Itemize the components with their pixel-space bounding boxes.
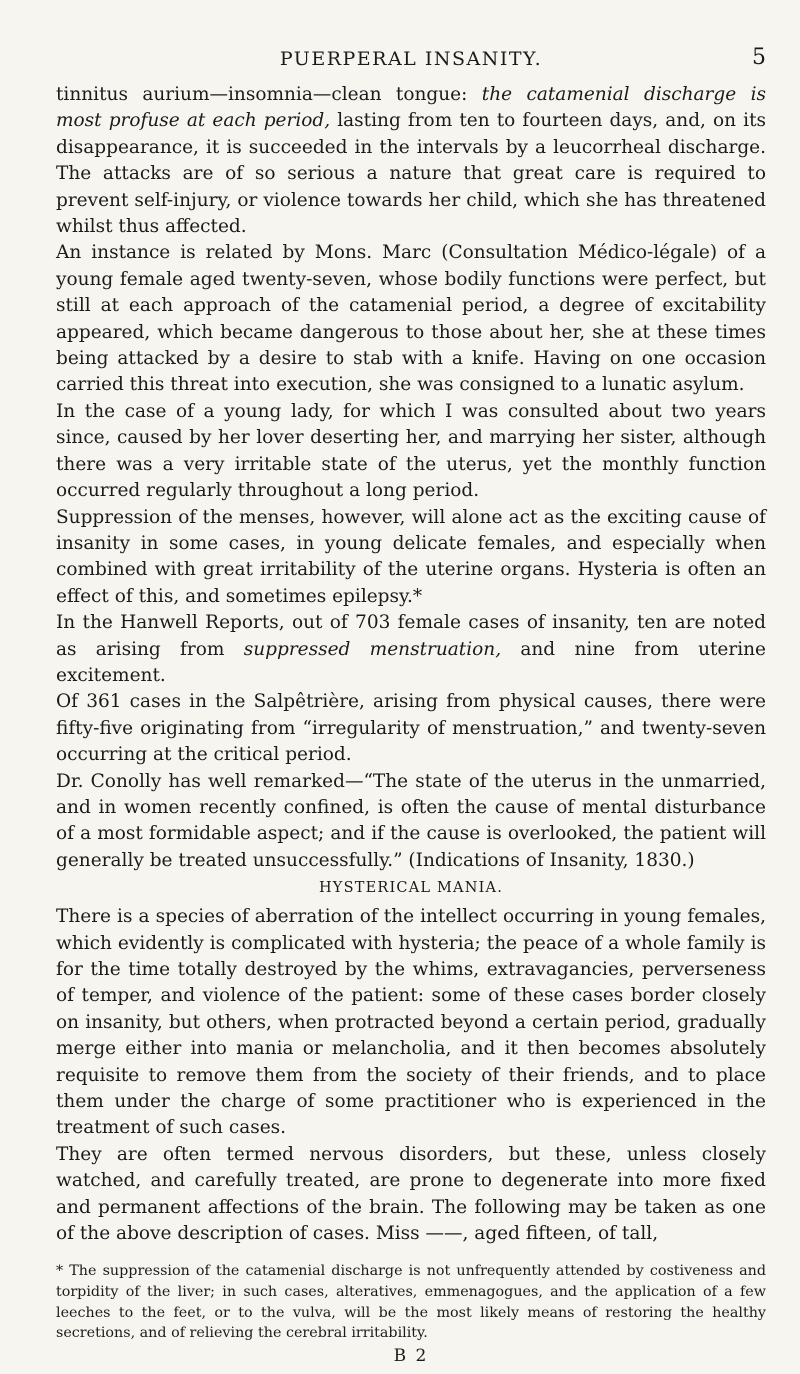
paragraph — [56, 505, 766, 611]
book-page — [56, 45, 767, 1366]
paragraph — [56, 689, 766, 768]
paragraph — [56, 1142, 766, 1248]
paragraph — [56, 769, 766, 875]
text-run: An instance is related by Mons. Marc (Consultation Médico-légale) of a young female aged twenty-seven, whose bodily functions were perfect, but still at each approach of the catamenial period, a degree of excitability appeared, which became dangerous to those about her, she at these times being attacked by a desire to stab with a knife. Having on one occasion carried this threat into execution, she was consigned to a lunatic asylum. — [56, 242, 766, 396]
section-heading: HYSTERICAL MANIA. — [318, 880, 504, 897]
text-run: Dr. Conolly has well remarked—“The state of the uterus in the unmarried, and in women recently confined, is often the cause of mental disturbance of a most formidable aspect; and if the cause is overlooked, the patient will generally be treated unsuccessfully.” (Indications of Insanity, 1830.) — [56, 770, 766, 871]
italic-text-run: suppressed menstruation, — [243, 638, 502, 660]
text-run: In the Hanwell Reports, out of 703 female cases of insanity, ten are noted as arising from — [56, 612, 766, 660]
text-run: They are often termed nervous disorders, but these, unless closely watched, and carefully treated, are prone to degenerate into more fixed and permanent affections of the brain. The following may be taken as one of the above description of cases. Miss ——, aged fifteen, of tall, — [56, 1143, 766, 1245]
text-run: Of 361 cases in the Salpêtrière, arising from physical causes, there were fifty-five originating from “irregularity of menstruation,” and twenty-seven occurring at the critical period. — [56, 691, 766, 766]
paragraph — [56, 399, 766, 505]
body-text-after-heading — [56, 904, 766, 1247]
paragraph — [56, 240, 766, 398]
paragraph — [56, 610, 766, 689]
signature-mark: B 2 — [393, 1345, 429, 1366]
running-title: PUERPERAL INSANITY. — [279, 48, 543, 70]
text-run: lasting from ten to fourteen days, and, on its disappearance, it is succeeded in the intervals by a leucorrheal discharge. The attacks are of so serious a nature that great care is required to prevent self-injury, or violence towards her child, which she has threatened whilst thus affected. — [56, 110, 767, 238]
body-text-before-heading — [56, 82, 766, 874]
paragraph — [56, 904, 766, 1142]
page-number: 5 — [752, 45, 766, 70]
text-run: tinnitus aurium—insomnia—clean tongue: — [56, 84, 482, 105]
running-head — [56, 45, 766, 82]
footnote: * The suppression of the catamenial discharge is not unfrequently attended by costiveness and torpidity of the liver; in such cases, alteratives, emmenagogues, and the application of a few leeches to the feet, or to the vulva, will be the most likely means of restoring the healthy secretions, and of relieving the cerebral irritability. — [56, 1263, 766, 1342]
text-run: and nine from uterine excitement. — [56, 638, 766, 686]
italic-text-run: the catamenial discharge is most profuse at each period, — [56, 84, 766, 132]
paragraph — [56, 82, 766, 240]
text-run: In the case of a young lady, for which I was consulted about two years since, caused by her lover deserting her, and marrying her sister, although there was a very irritable state of the uterus, yet the monthly function occurred regularly throughout a long period. — [56, 400, 766, 502]
text-run: Suppression of the menses, however, will alone act as the exciting cause of insanity in some cases, in young delicate females, and especially when combined with great irritability of the uterine organs. Hysteria is often an effect of this, and sometimes epilepsy.* — [56, 506, 766, 607]
text-run: There is a species of aberration of the intellect occurring in young females, which evidently is complicated with hysteria; the peace of a whole family is for the time totally destroyed by the whims, extravagancies, perverseness of temper, and violence of the patient: some of these cases border closely on insanity, but others, when protracted beyond a certain period, gradually merge either into mania or melancholia, and it then becomes absolutely requisite to remove them from the society of their friends, and to place them under the charge of some practitioner who is experienced in the treatment of such cases. — [56, 906, 766, 1139]
